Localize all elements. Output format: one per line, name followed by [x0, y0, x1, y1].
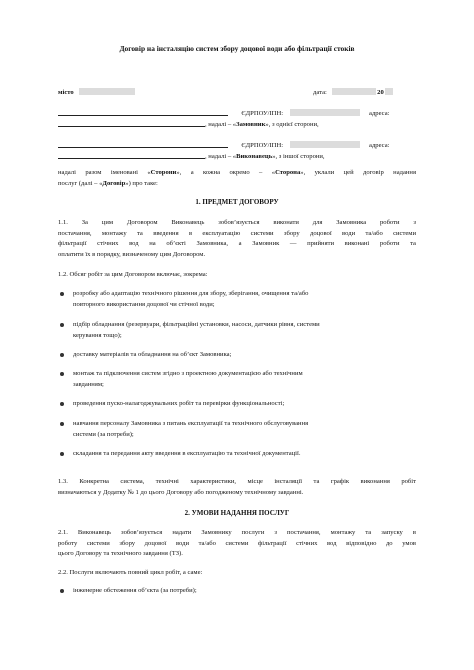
party1-edrpou-label: ЄДРПОУ/ІПН:	[241, 110, 284, 117]
bullet-icon	[60, 422, 64, 426]
date-field[interactable]	[332, 88, 376, 95]
party2-edrpou-field[interactable]	[290, 141, 360, 148]
party1-address-field[interactable]	[58, 119, 205, 127]
list-item: монтаж та підключення систем згідно з проектною документацією або технічним завданням;	[73, 369, 418, 390]
year-field[interactable]	[385, 88, 393, 95]
bullet-icon	[60, 372, 64, 376]
party2-name-field[interactable]	[58, 140, 228, 148]
bullet-icon	[60, 353, 64, 357]
bullet-icon	[60, 452, 64, 456]
document-title: Договір на інсталяцію систем збору доцової води або фільтрації стоків	[119, 44, 355, 53]
party2-role: Виконавець	[236, 153, 273, 160]
date-row	[313, 88, 393, 97]
party2-address-label: адреса:	[369, 142, 390, 149]
list-item: підбір обладнання (резервуари, фільтраційні установки, насоси, датчики рівня, системи керування тощо);	[73, 320, 418, 341]
list-item: інженерне обстеження об’єкта (за потреби);	[73, 586, 418, 597]
section2-heading: 2. УМОВИ НАДАННЯ ПОСЛУГ	[184, 509, 290, 517]
list-item: навчання персоналу Замовника з питань експлуатації та технічного обслуговування системи (за потреби);	[73, 419, 418, 440]
date-year-prefix: 20	[377, 89, 384, 96]
party1-name-field[interactable]	[58, 108, 228, 116]
party2-line2: , надалі – «Виконавець», з іншої сторони,	[58, 151, 325, 161]
party2-address-field[interactable]	[58, 151, 205, 159]
bullet-icon	[60, 402, 64, 406]
list-item: складання та передання акту введення в експлуатацію та технічної документації.	[73, 449, 418, 460]
clause-1-3: 1.3. Конкретна система, технічні характеристики, місце інсталяції та графік виконання робіт визначаються у Додатку № 1 до цього Договору або погодженому технічному завданні.	[58, 478, 416, 496]
party2-line1	[58, 140, 389, 150]
intro-paragraph: надалі разом іменовані «Сторони», а кожна окремо – «Сторона», уклали цей договір надання послуг (далі – «Договір») про таке:	[58, 169, 416, 187]
city-label: місто	[58, 89, 74, 96]
bullet-icon	[60, 323, 64, 327]
clause-1-2: 1.2. Обсяг робіт за цим Договором включає, зокрема:	[58, 271, 208, 278]
city-row	[58, 88, 135, 97]
party1-role: Замовник	[236, 121, 266, 128]
party2-edrpou-label: ЄДРПОУ/ІПН:	[241, 142, 284, 149]
party1-line1	[58, 108, 389, 118]
party1-edrpou-field[interactable]	[290, 109, 360, 116]
clause-2-1: 2.1. Виконавець зобов’язується надати Замовнику послуги з постачання, монтажу та запуску в роботу системи збору доцової води та/або системи фільтрації стічних вод відповідно до умов цього Договору та технічного завдання (ТЗ).	[58, 529, 416, 558]
date-label: дата:	[313, 89, 327, 96]
clause-1-1: 1.1. За цим Договором Виконавець зобов’язується виконати для Замовника роботи з постачання, монтажу та введення в експлуатацію системи збору доцової води та/або системи фільтрації стічних вод на об’єкті Замовника, а Замовник — прийняти виконані роботи та оплатити їх в порядку, визначеному цим Договором.	[58, 219, 416, 258]
city-field[interactable]	[79, 88, 135, 95]
bullet-icon	[60, 292, 64, 296]
list-item: розробку або адаптацію технічного рішення для збору, зберігання, очищення та/або повторного використання доцової чи стічної води;	[73, 289, 418, 310]
bullet-icon	[60, 589, 64, 593]
party1-line2: , надалі – «Замовник», з однієї сторони,	[58, 119, 319, 129]
list-item: проведення пуско-налагоджувальних робіт та перевірки функціональності;	[73, 399, 418, 410]
list-item: доставку матеріалів та обладнання на об’єкт Замовника;	[73, 350, 418, 361]
clause-2-2: 2.2. Послуги включають повний цикл робіт, а саме:	[58, 569, 203, 576]
party1-address-label: адреса:	[369, 110, 390, 117]
section1-heading: 1. ПРЕДМЕТ ДОГОВОРУ	[195, 198, 279, 206]
